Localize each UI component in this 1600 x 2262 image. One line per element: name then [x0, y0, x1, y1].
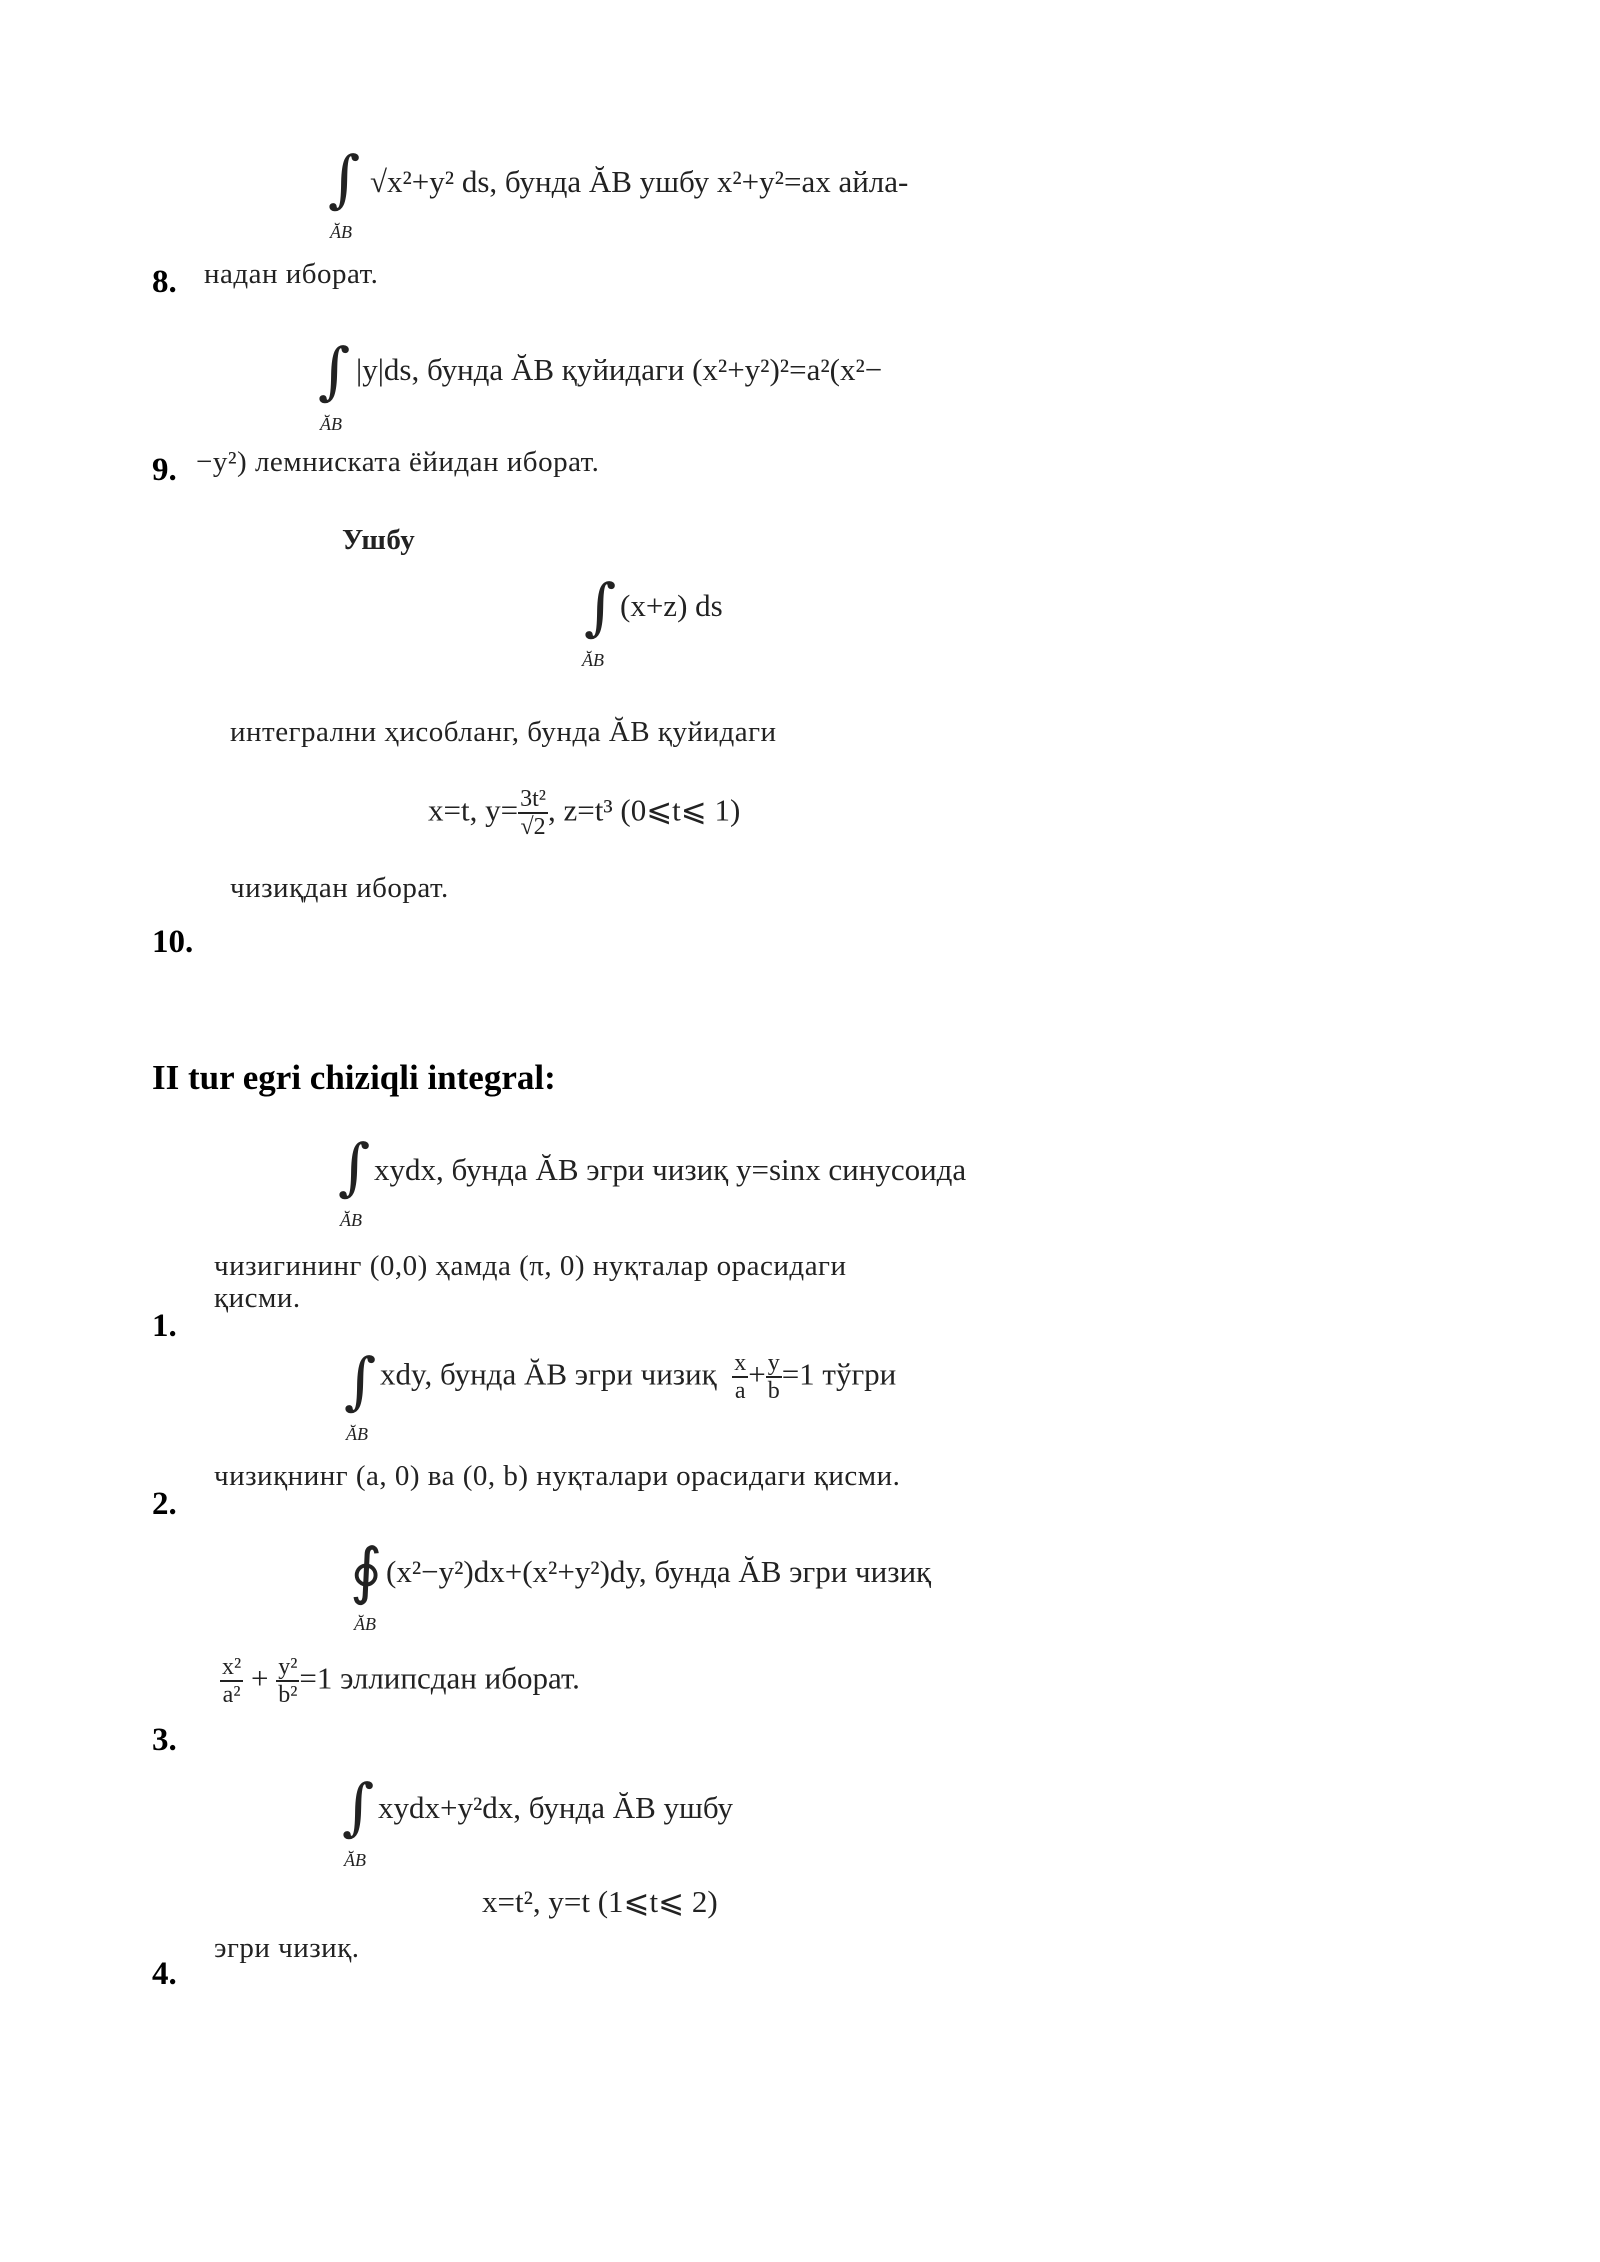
- item-number: 1.: [152, 1308, 177, 1344]
- formula: (x+z) ds: [620, 588, 723, 623]
- item-text: чизиқдан иборат.: [230, 872, 449, 904]
- formula: xdy, бунда ĂB эгри чизиқ $\frac{x}{a}$ + $\frac{y}{b}$ =1 тўгри: [380, 1350, 897, 1405]
- section-heading: II tur egri chiziqli integral:: [152, 1058, 556, 1097]
- parametric-formula: x=t, y= $\frac{\text{3t²}}{√2}$ , z=t³ (0⩽t⩽ 1): [428, 786, 741, 841]
- integral-sign: ∫: [318, 334, 351, 407]
- item-text: надан иборат.: [204, 258, 379, 290]
- integral-limit: ĂB: [344, 1850, 366, 1870]
- ellipse-equation: $\frac{\text{x²}}{\text{a²}}$ + $\frac{\text{y²}}{\text{b²}}$ =1 эллипсдан иборат.: [222, 1654, 580, 1709]
- integral-sign: ∫: [328, 142, 361, 215]
- formula: √x²+y² ds, бунда ĂB ушбу x²+y²=ax айла-: [370, 164, 909, 199]
- item-text: чизиқнинг (a, 0) ва (0, b) нуқталари орасидаги қисми.: [214, 1460, 901, 1492]
- item-number: 8.: [152, 264, 177, 300]
- integral-sign: ∫: [344, 1344, 377, 1417]
- formula: (x²−y²)dx+(x²+y²)dy, бунда ĂB эгри чизиқ: [386, 1554, 932, 1589]
- item-number: 2.: [152, 1486, 177, 1522]
- integral-limit: ĂB: [330, 222, 352, 242]
- integral-sign: ∫: [338, 1130, 371, 1203]
- integral-limit: ĂB: [320, 414, 342, 434]
- formula: xydx+y²dx, бунда ĂB ушбу: [378, 1790, 734, 1825]
- integral-limit: ĂB: [582, 650, 604, 670]
- item-text: −y²) лемниската ёйидан иборат.: [196, 446, 600, 478]
- item-text: чизигининг (0,0) ҳамда (π, 0) нуқталар орасидаги: [214, 1250, 847, 1282]
- item-number: 4.: [152, 1956, 177, 1992]
- formula: xydx, бунда ĂB эгри чизиқ y=sinx синусоида: [374, 1152, 967, 1187]
- parametric-formula: x=t², y=t (1⩽t⩽ 2): [482, 1884, 718, 1919]
- contour-integral-sign: ∮: [350, 1534, 383, 1607]
- formula: |y|ds, бунда ĂB қуйидаги (x²+y²)²=a²(x²−: [356, 352, 883, 387]
- integral-limit: ĂB: [354, 1614, 376, 1634]
- item-number: 3.: [152, 1722, 177, 1758]
- item-text: қисми.: [214, 1282, 301, 1314]
- item-text: эгри чизиқ.: [214, 1932, 360, 1964]
- item-number: 10.: [152, 924, 194, 960]
- intro-text: Ушбу: [342, 524, 416, 556]
- integral-limit: ĂB: [346, 1424, 368, 1444]
- integral-sign: ∫: [342, 1770, 375, 1843]
- item-number: 9.: [152, 452, 177, 488]
- integral-limit: ĂB: [340, 1210, 362, 1230]
- integral-sign: ∫: [584, 570, 617, 643]
- item-text: интегрални ҳисобланг, бунда ĂB қуйидаги: [230, 716, 777, 748]
